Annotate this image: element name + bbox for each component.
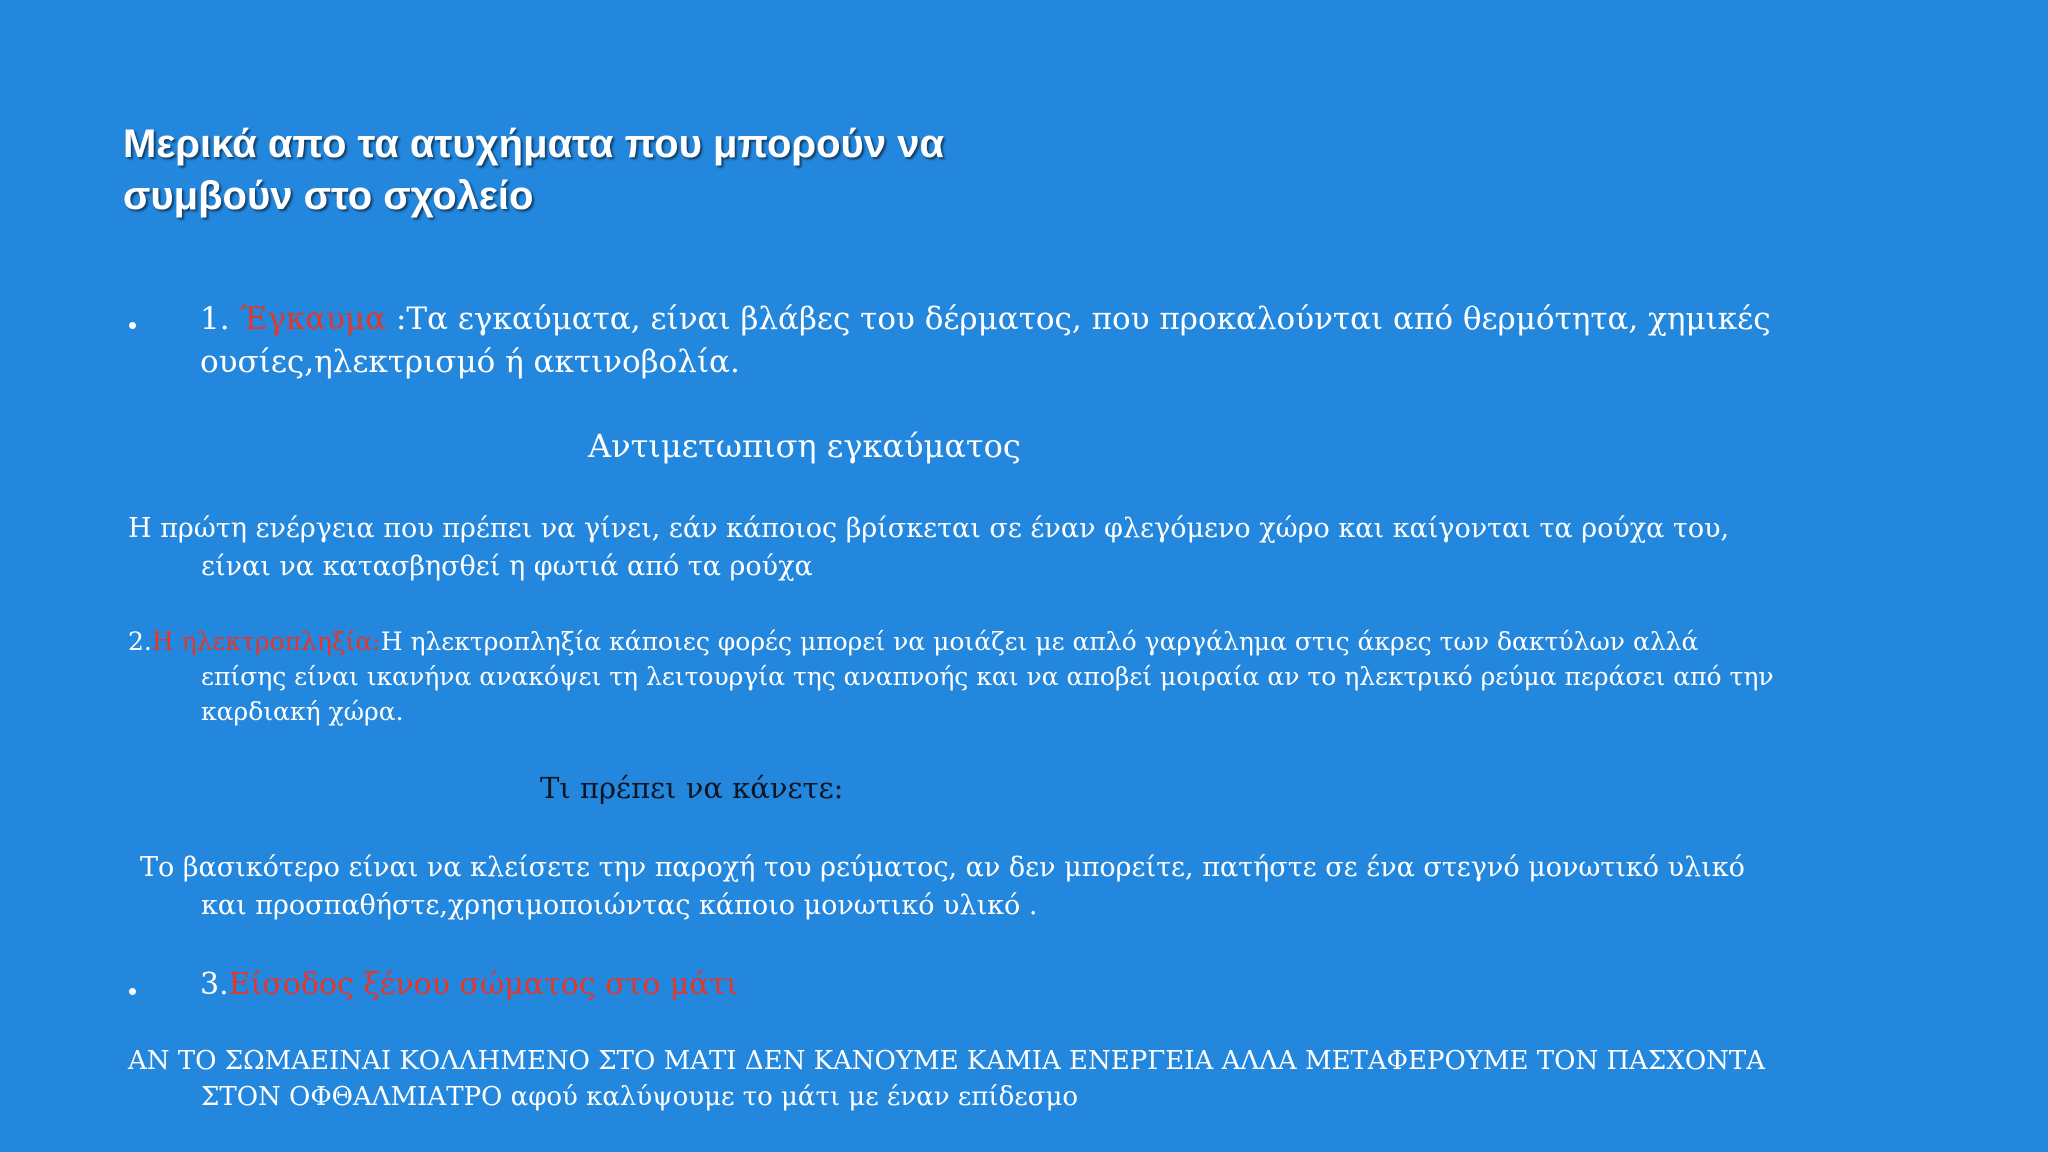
item-burn-text-1: :Τα εγκαύματα, είναι βλάβες του δέρματος, που προκαλούνται από θερμότητα, χημικές xyxy=(395,301,1771,337)
heading-what-to-do: Τι πρέπει να κάνετε: xyxy=(540,771,844,805)
item-burn-number: 1. xyxy=(200,301,240,337)
title-line-2: συμβούν στο σχολείο xyxy=(123,174,534,218)
shock-action-paragraph xyxy=(140,849,1745,925)
bullet-dot-1 xyxy=(129,322,136,329)
shock-action-line-2: και προσπαθήστε,χρησιμοποιώντας κάποιο μονωτικό υλικό . xyxy=(201,890,1038,921)
slide-title xyxy=(123,118,1123,222)
item-shock-line-2: επίσης είναι ικανήνα ανακόψει τη λειτουργία της αναπνοής και να αποβεί μοιραία αν το ηλεκτρικό ρεύμα περάσει από την xyxy=(201,662,1774,691)
burn-action-paragraph xyxy=(128,510,1729,586)
item-electric-shock xyxy=(128,624,1774,729)
shock-action-line-1: Το βασικότερο είναι να κλείσετε την παροχή του ρεύματος, αν δεν μπορείτε, πατήστε σε ένα στεγνό μονωτικό υλικό xyxy=(140,852,1745,883)
item-foreign-body-eye xyxy=(200,964,738,1006)
burn-action-line-1: Η πρώτη ενέργεια που πρέπει να γίνει, εάν κάποιος βρίσκεται σε έναν φλεγόμενο χώρο και καίγονται τα ρούχα του, xyxy=(128,513,1730,544)
item-shock-term: Η ηλεκτροπληξία: xyxy=(151,627,381,656)
item-burn-text-2: ουσίες,ηλεκτρισμό ή ακτινοβολία. xyxy=(200,344,740,380)
bullet-dot-3 xyxy=(129,988,136,995)
heading-burn-treatment: Αντιμετωπιση εγκαύματος xyxy=(588,427,1021,465)
eye-action-line-1: ΑΝ ΤΟ ΣΩΜΑΕΙΝΑΙ ΚΟΛΛΗΜΕΝΟ ΣΤΟ ΜΑΤΙ ΔΕΝ ΚΑΝΟΥΜΕ ΚΑΜΙΑ ΕΝΕΡΓΕΙΑ ΑΛΛΑ ΜΕΤΑΦΕΡΟΥΜΕ ΤΟΝ ΠΑΣΧΟΝΤΑ xyxy=(128,1046,1765,1076)
burn-action-line-2: είναι να κατασβησθεί η φωτιά από τα ρούχα xyxy=(201,551,813,582)
item-shock-line-3: καρδιακή χώρα. xyxy=(201,697,404,726)
item-burn-term: Έγκαυμα xyxy=(239,301,396,337)
item-shock-line-1: Η ηλεκτροπληξία κάποιες φορές μπορεί να μοιάζει με απλό γαργάλημα στις άκρες των δακτύλων αλλά xyxy=(380,627,1699,656)
item-shock-number: 2. xyxy=(128,627,152,656)
item-eye-term: Είσοδος ξένου σώματος στο μάτι xyxy=(228,967,738,1002)
item-burn xyxy=(200,298,1771,384)
title-line-1: Μερικά απο τα ατυχήματα που μπορούν να xyxy=(123,122,945,166)
eye-action-paragraph xyxy=(128,1043,1765,1115)
eye-action-line-2: ΣΤΟΝ ΟΦΘΑΛΜΙΑΤΡΟ αφού καλύψουμε το μάτι με έναν επίδεσμο xyxy=(201,1082,1079,1112)
item-eye-number: 3. xyxy=(200,967,229,1002)
